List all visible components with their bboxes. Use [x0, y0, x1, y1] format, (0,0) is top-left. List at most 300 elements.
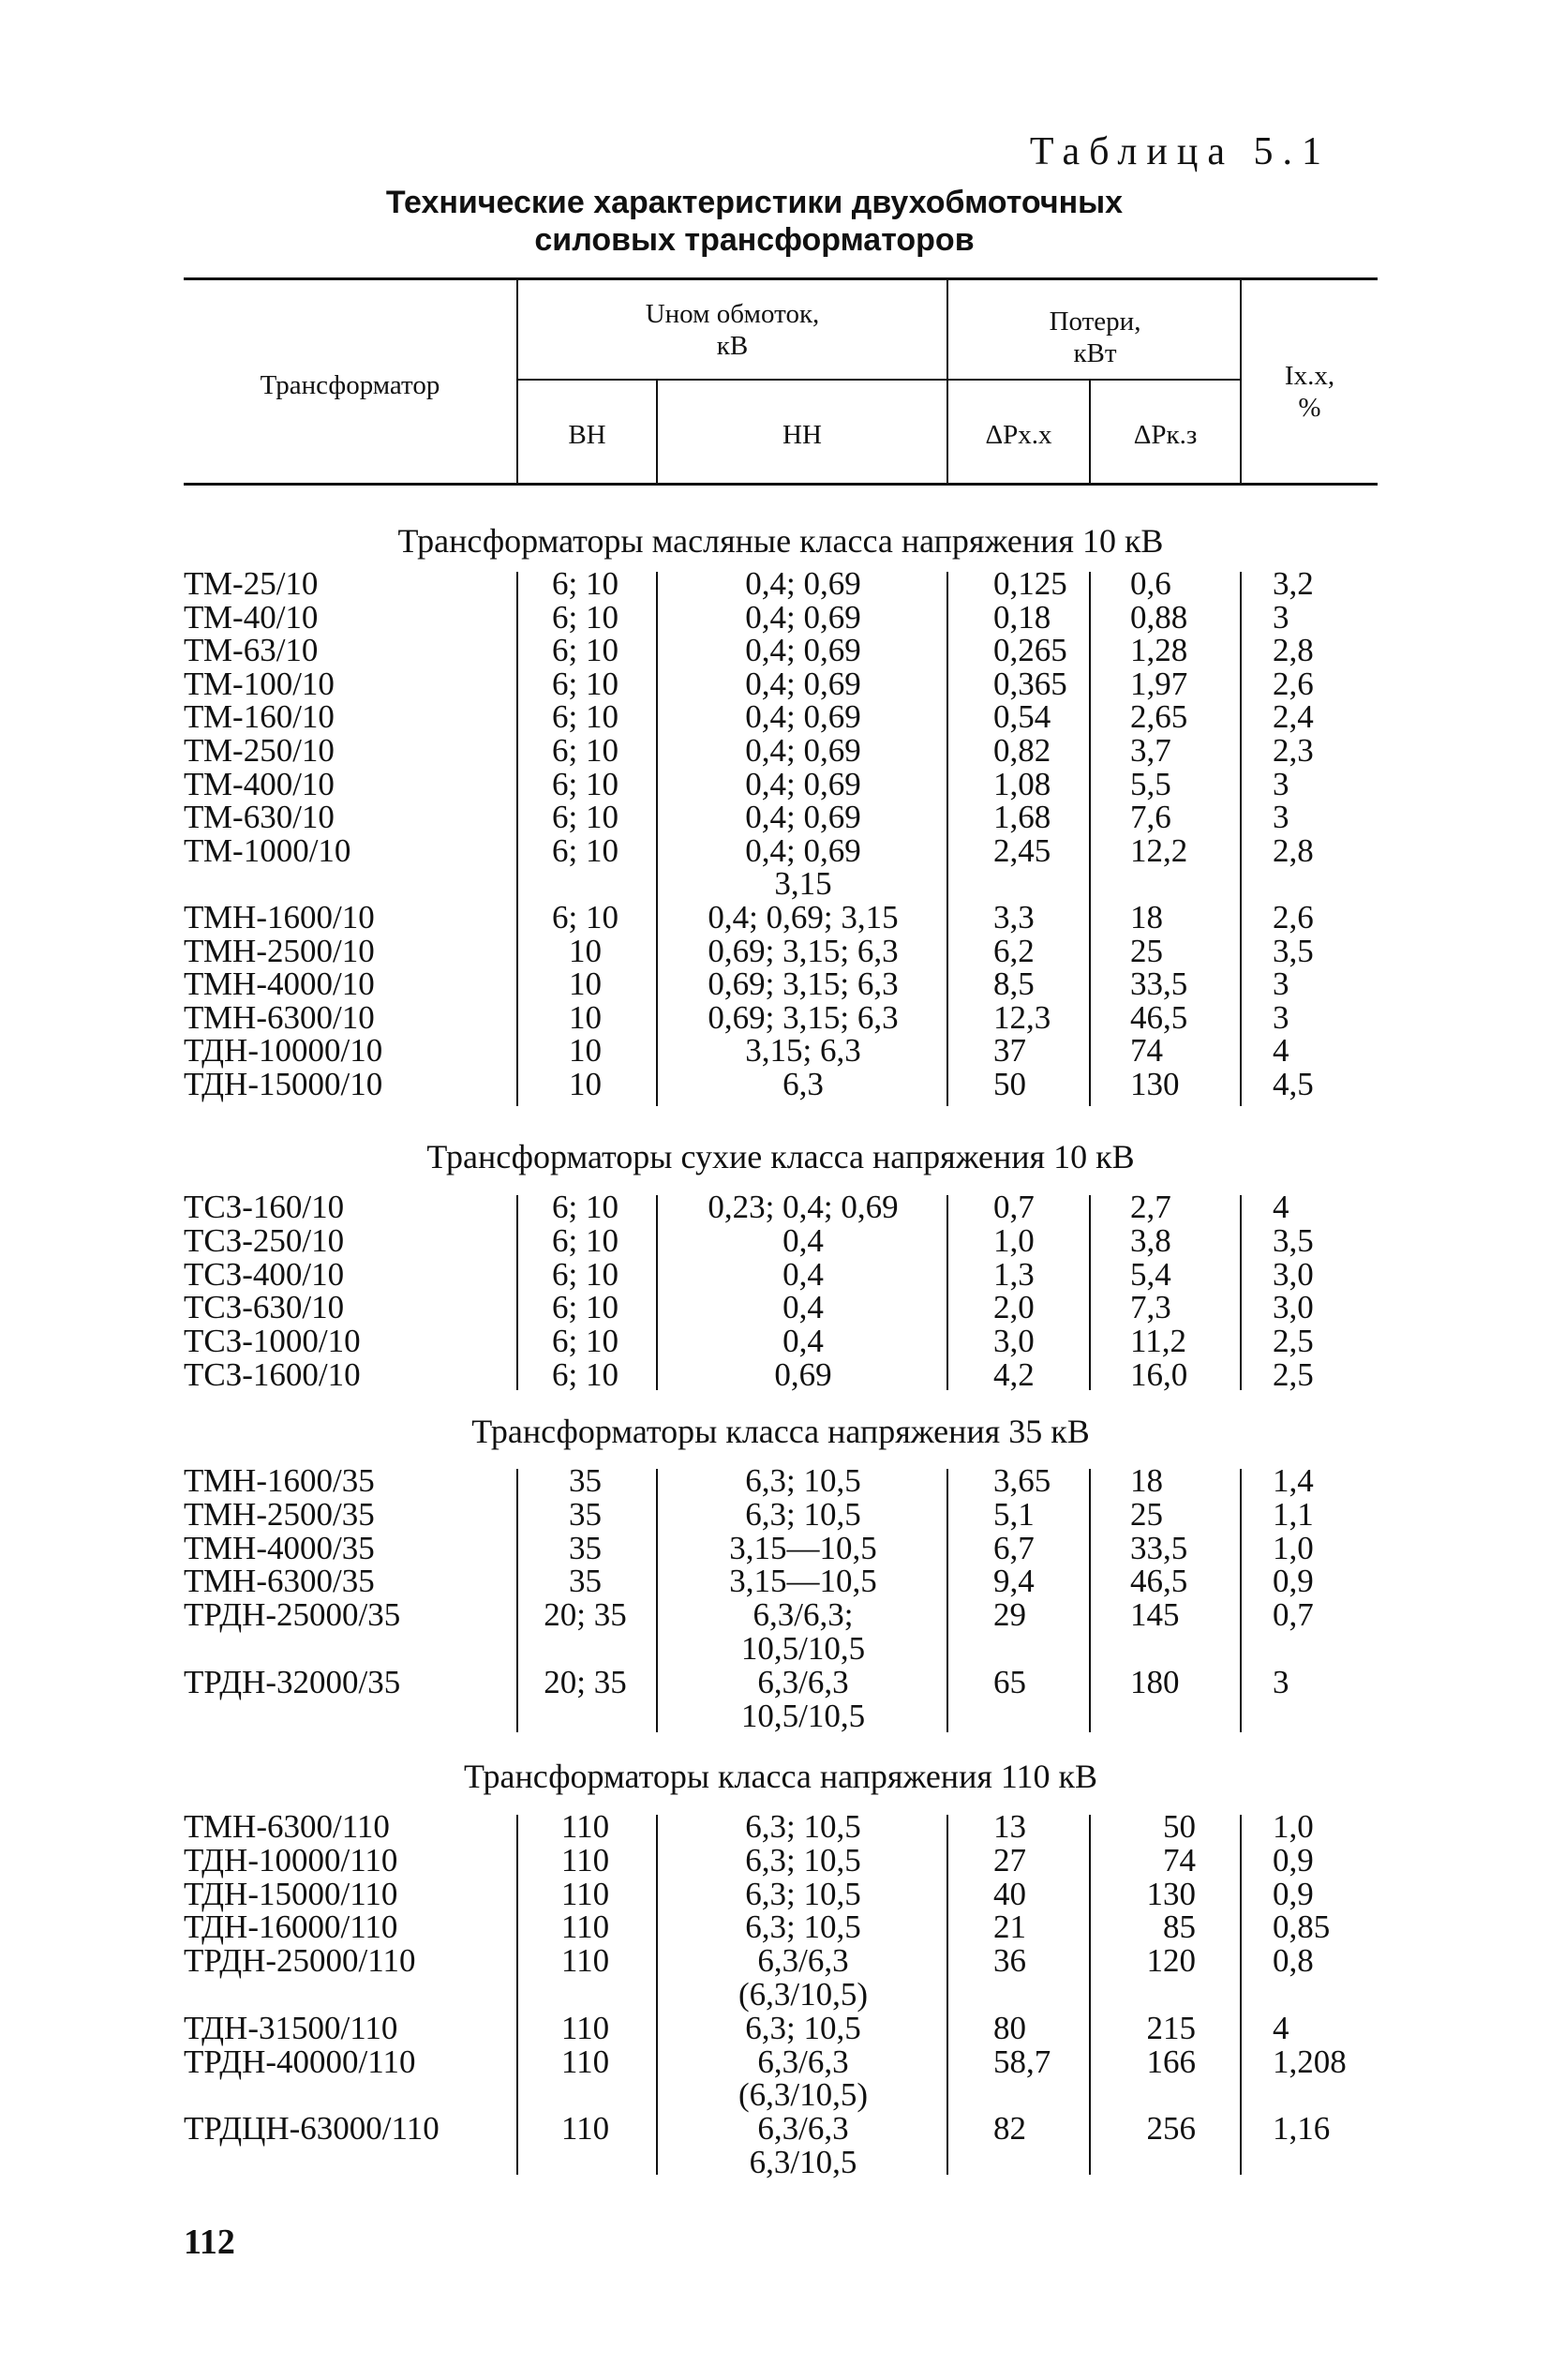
- cell-noload-loss: 8,5: [993, 965, 1035, 1003]
- section-110kv: Трансформаторы класса напряжения 110 кВ: [463, 1758, 1098, 1795]
- cell-voltage-hv: 10: [569, 998, 602, 1036]
- cell-shortcircuit-loss: 12,2: [1130, 831, 1188, 869]
- cell-voltage-hv: 6; 10: [552, 665, 619, 702]
- cell-noload-current: 2,6: [1273, 665, 1314, 702]
- cell-shortcircuit-loss: 1,97: [1130, 665, 1188, 702]
- cell-noload-loss: 0,54: [993, 698, 1051, 736]
- cell-transformer: ТМН-6300/110: [184, 1808, 390, 1845]
- cell-voltage-lv: 6,3: [782, 1066, 824, 1102]
- cell-noload-current: 3,2: [1273, 565, 1314, 602]
- header-ixx-label: Iх.х,: [1284, 361, 1335, 391]
- table-row: [0, 1358, 1550, 1392]
- header-bottom-rule: [184, 483, 1378, 486]
- cell-shortcircuit-loss: 120: [1146, 1942, 1196, 1980]
- cell-noload-current: 0,9: [1273, 1875, 1314, 1912]
- cell-noload-current: 2,8: [1273, 632, 1314, 669]
- header-losses: [948, 306, 1242, 369]
- cell-voltage-lv: 10,5/10,5: [740, 1630, 866, 1667]
- cell-noload-current: 2,5: [1273, 1356, 1314, 1393]
- cell-voltage-hv: 35: [569, 1529, 602, 1566]
- cell-noload-current: 2,6: [1273, 899, 1314, 936]
- header-unom: [518, 298, 946, 362]
- cell-voltage-hv: 6; 10: [552, 1221, 619, 1259]
- cell-noload-loss: 2,0: [993, 1289, 1035, 1326]
- cell-noload-loss: 3,0: [993, 1323, 1035, 1360]
- cell-shortcircuit-loss: 0,88: [1130, 598, 1188, 636]
- table-row: [0, 567, 1550, 601]
- cell-noload-current: 3: [1273, 965, 1289, 1003]
- cell-voltage-hv: 6; 10: [552, 1356, 619, 1393]
- cell-shortcircuit-loss: 2,7: [1130, 1189, 1171, 1225]
- cell-transformer: ТДН-15000/110: [184, 1875, 398, 1912]
- table-row: [0, 1564, 1550, 1598]
- cell-noload-loss: 2,45: [993, 831, 1051, 869]
- cell-shortcircuit-loss: 1,28: [1130, 632, 1188, 669]
- column-divider: [1240, 1815, 1242, 2175]
- cell-transformer: ТРДН-40000/110: [184, 2043, 416, 2080]
- header-unom-label: Uном обмоток,: [645, 299, 820, 329]
- cell-transformer: ТДН-10000/110: [184, 1841, 398, 1879]
- cell-transformer: ТСЗ-160/10: [184, 1189, 345, 1225]
- cell-noload-loss: 3,3: [993, 899, 1035, 936]
- table-row: [0, 998, 1550, 1036]
- cell-voltage-hv: 10: [569, 1032, 602, 1070]
- table-row: [0, 1034, 1550, 1068]
- cell-voltage-lv: 0,4; 0,69: [745, 799, 861, 836]
- cell-voltage-hv: 110: [560, 1908, 610, 1946]
- cell-noload-current: 0,8: [1273, 1942, 1314, 1980]
- cell-noload-loss: 6,2: [993, 932, 1035, 969]
- cell-voltage-lv: (6,3/10,5): [738, 1976, 869, 2013]
- header-losses-label: Потери,: [1049, 307, 1141, 337]
- cell-noload-current: 3: [1273, 998, 1289, 1036]
- table-row: [0, 667, 1550, 701]
- table-row: [0, 2146, 1550, 2179]
- cell-noload-current: 1,208: [1273, 2043, 1347, 2080]
- cell-voltage-hv: 10: [569, 965, 602, 1003]
- cell-noload-current: 2,5: [1273, 1323, 1314, 1360]
- table-row: [0, 1944, 1550, 1978]
- header-subdivider-voltage: [518, 379, 946, 381]
- cell-voltage-lv: 6,3/10,5: [749, 2144, 857, 2180]
- column-divider: [656, 1815, 658, 2175]
- cell-noload-loss: 0,7: [993, 1189, 1035, 1225]
- cell-noload-current: 1,0: [1273, 1808, 1314, 1845]
- table-row: [0, 1910, 1550, 1944]
- cell-noload-current: 4: [1273, 2009, 1289, 2046]
- header-subdivider-losses: [948, 379, 1242, 381]
- cell-noload-loss: 36: [993, 1942, 1026, 1980]
- cell-shortcircuit-loss: 33,5: [1130, 965, 1188, 1003]
- cell-noload-loss: 0,82: [993, 732, 1051, 769]
- table-row: [0, 1632, 1550, 1666]
- cell-voltage-lv: 6,3; 10,5: [745, 1808, 861, 1845]
- cell-voltage-lv: 0,4; 0,69: [745, 598, 861, 636]
- column-divider: [1240, 572, 1242, 1106]
- cell-voltage-lv: 6,3; 10,5: [745, 2009, 861, 2046]
- cell-shortcircuit-loss: 33,5: [1130, 1529, 1188, 1566]
- cell-shortcircuit-loss: 215: [1146, 2009, 1196, 2046]
- cell-transformer: ТДН-31500/110: [184, 2009, 398, 2046]
- cell-shortcircuit-loss: 11,2: [1130, 1323, 1186, 1360]
- cell-voltage-hv: 35: [569, 1563, 602, 1600]
- table-row: [0, 734, 1550, 768]
- cell-transformer: ТМ-1000/10: [184, 831, 351, 869]
- column-divider: [1089, 1815, 1091, 2175]
- cell-transformer: ТРДЦН-63000/110: [184, 2110, 440, 2148]
- cell-voltage-hv: 6; 10: [552, 1189, 619, 1225]
- column-divider: [1089, 1469, 1091, 1732]
- cell-shortcircuit-loss: 0,6: [1130, 565, 1171, 602]
- cell-voltage-lv: 3,15; 6,3: [745, 1032, 861, 1070]
- cell-noload-loss: 0,265: [993, 632, 1067, 669]
- cell-voltage-lv: 6,3; 10,5: [745, 1462, 861, 1499]
- cell-transformer: ТРДН-25000/110: [184, 1942, 416, 1980]
- cell-shortcircuit-loss: 130: [1146, 1875, 1196, 1912]
- cell-voltage-hv: 6; 10: [552, 1323, 619, 1360]
- cell-shortcircuit-loss: 74: [1130, 1032, 1163, 1070]
- table-row: [0, 801, 1550, 834]
- table-row: [0, 1663, 1550, 1700]
- cell-noload-current: 0,85: [1273, 1908, 1331, 1946]
- table-label: Таблица 5.1: [1029, 130, 1331, 173]
- table-row: [0, 1255, 1550, 1293]
- cell-noload-loss: 1,68: [993, 799, 1051, 836]
- cell-noload-current: 3: [1273, 799, 1289, 836]
- cell-voltage-lv: 6,3; 10,5: [745, 1908, 861, 1946]
- cell-voltage-hv: 6; 10: [552, 1255, 619, 1293]
- column-divider: [516, 1469, 518, 1732]
- cell-transformer: ТМН-6300/10: [184, 998, 375, 1036]
- cell-transformer: ТМН-1600/35: [184, 1462, 375, 1499]
- cell-voltage-lv: 3,15—10,5: [729, 1529, 877, 1566]
- cell-voltage-lv: 0,69: [774, 1356, 832, 1393]
- cell-shortcircuit-loss: 3,7: [1130, 732, 1171, 769]
- cell-noload-current: 1,1: [1273, 1495, 1314, 1533]
- cell-shortcircuit-loss: 7,3: [1130, 1289, 1171, 1326]
- cell-shortcircuit-loss: 166: [1146, 2043, 1196, 2080]
- column-divider: [946, 1469, 948, 1732]
- cell-voltage-hv: 6; 10: [552, 799, 619, 836]
- cell-shortcircuit-loss: 256: [1146, 2110, 1196, 2148]
- cell-noload-loss: 1,0: [993, 1221, 1035, 1259]
- cell-shortcircuit-loss: 5,4: [1130, 1255, 1171, 1293]
- cell-noload-loss: 27: [993, 1841, 1026, 1879]
- header-losses-unit: кВт: [1073, 338, 1117, 368]
- cell-noload-loss: 12,3: [993, 998, 1051, 1036]
- header-ixx: [1242, 360, 1378, 424]
- cell-shortcircuit-loss: 3,8: [1130, 1221, 1171, 1259]
- cell-transformer: ТМН-2500/10: [184, 932, 375, 969]
- cell-transformer: ТМН-6300/35: [184, 1563, 375, 1600]
- cell-voltage-lv: 3,15: [774, 865, 832, 903]
- cell-noload-loss: 0,18: [993, 598, 1051, 636]
- cell-voltage-hv: 110: [560, 1875, 610, 1912]
- table-row: [0, 1841, 1550, 1879]
- cell-voltage-hv: 6; 10: [552, 632, 619, 669]
- cell-voltage-hv: 6; 10: [552, 565, 619, 602]
- cell-transformer: ТСЗ-250/10: [184, 1221, 345, 1259]
- section-dry-10kv: Трансформаторы сухие класса напряжения 10 кВ: [426, 1138, 1135, 1175]
- cell-shortcircuit-loss: 74: [1163, 1841, 1196, 1879]
- table-row: [0, 1325, 1550, 1358]
- cell-transformer: ТМН-4000/35: [184, 1529, 375, 1566]
- cell-noload-loss: 5,1: [993, 1495, 1035, 1533]
- cell-voltage-hv: 35: [569, 1462, 602, 1499]
- cell-voltage-lv: 6,3/6,3: [757, 2110, 849, 2148]
- column-divider: [1240, 1195, 1242, 1390]
- cell-noload-loss: 0,125: [993, 565, 1067, 602]
- cell-voltage-hv: 6; 10: [552, 1289, 619, 1326]
- header-ixx-unit: %: [1298, 393, 1321, 423]
- cell-voltage-lv: 0,4; 0,69: [745, 831, 861, 869]
- table-row: [0, 1875, 1550, 1912]
- cell-shortcircuit-loss: 46,5: [1130, 998, 1188, 1036]
- cell-voltage-hv: 110: [560, 1942, 610, 1980]
- column-divider: [656, 1195, 658, 1390]
- column-divider: [516, 572, 518, 1106]
- table-row: [0, 1464, 1550, 1498]
- cell-voltage-lv: 6,3/6,3;: [753, 1596, 854, 1634]
- cell-shortcircuit-loss: 25: [1130, 932, 1163, 969]
- cell-voltage-hv: 6; 10: [552, 598, 619, 636]
- table-row: [0, 1495, 1550, 1533]
- cell-noload-current: 3,0: [1273, 1255, 1314, 1293]
- cell-transformer: ТСЗ-400/10: [184, 1255, 345, 1293]
- cell-transformer: ТМ-160/10: [184, 698, 335, 736]
- cell-voltage-lv: 0,4; 0,69: [745, 665, 861, 702]
- cell-noload-current: 2,4: [1273, 698, 1314, 736]
- header-top-rule: [184, 277, 1378, 280]
- table-row: [0, 1221, 1550, 1259]
- cell-noload-current: 4: [1273, 1032, 1289, 1070]
- column-divider: [1089, 572, 1091, 1106]
- cell-transformer: ТМН-4000/10: [184, 965, 375, 1003]
- cell-voltage-hv: 110: [560, 2110, 610, 2148]
- cell-shortcircuit-loss: 50: [1163, 1808, 1196, 1845]
- cell-voltage-lv: 0,4; 0,69: [745, 565, 861, 602]
- cell-noload-loss: 80: [993, 2009, 1026, 2046]
- column-divider: [946, 1815, 948, 2175]
- section-oil-10kv: Трансформаторы масляные класса напряжения 10 кВ: [397, 522, 1164, 560]
- table-row: [0, 1291, 1550, 1325]
- cell-transformer: ТМ-40/10: [184, 598, 319, 636]
- page-number: 112: [184, 2223, 235, 2262]
- cell-transformer: ТДН-16000/110: [184, 1908, 398, 1946]
- table-row: [0, 1810, 1550, 1844]
- cell-noload-loss: 9,4: [993, 1563, 1035, 1600]
- cell-shortcircuit-loss: 130: [1130, 1066, 1180, 1102]
- cell-shortcircuit-loss: 16,0: [1130, 1356, 1188, 1393]
- cell-noload-loss: 58,7: [993, 2043, 1051, 2080]
- cell-noload-current: 3,5: [1273, 1221, 1314, 1259]
- table-row: [0, 2045, 1550, 2079]
- cell-transformer: ТДН-15000/10: [184, 1066, 383, 1102]
- cell-noload-loss: 37: [993, 1032, 1026, 1070]
- cell-shortcircuit-loss: 25: [1130, 1495, 1163, 1533]
- cell-voltage-lv: 0,4; 0,69: [745, 732, 861, 769]
- cell-noload-current: 2,8: [1273, 831, 1314, 869]
- cell-voltage-lv: 0,4; 0,69: [745, 698, 861, 736]
- cell-voltage-lv: 6,3; 10,5: [745, 1875, 861, 1912]
- cell-voltage-lv: 0,69; 3,15; 6,3: [708, 965, 899, 1003]
- cell-voltage-lv: 6,3/6,3: [757, 1663, 849, 1700]
- table-row: [0, 1699, 1550, 1733]
- cell-noload-loss: 21: [993, 1908, 1026, 1946]
- cell-voltage-lv: 0,4; 0,69; 3,15: [708, 899, 899, 936]
- cell-transformer: ТМ-25/10: [184, 565, 319, 602]
- cell-noload-current: 1,4: [1273, 1462, 1314, 1499]
- cell-noload-current: 3,5: [1273, 932, 1314, 969]
- cell-voltage-hv: 10: [569, 1066, 602, 1102]
- table-row: [0, 1598, 1550, 1632]
- table-row: [0, 1529, 1550, 1566]
- cell-noload-loss: 1,3: [993, 1255, 1035, 1293]
- cell-noload-loss: 6,7: [993, 1529, 1035, 1566]
- cell-shortcircuit-loss: 18: [1130, 1462, 1163, 1499]
- column-divider: [946, 1195, 948, 1390]
- cell-transformer: ТСЗ-630/10: [184, 1289, 345, 1326]
- table-row: [0, 598, 1550, 636]
- cell-voltage-hv: 6; 10: [552, 831, 619, 869]
- cell-noload-loss: 1,08: [993, 765, 1051, 802]
- table-title-line-1: Технические характеристики двухобмоточных: [385, 185, 1124, 220]
- cell-shortcircuit-loss: 18: [1130, 899, 1163, 936]
- cell-noload-current: 4: [1273, 1189, 1289, 1225]
- cell-transformer: ТМН-1600/10: [184, 899, 375, 936]
- cell-voltage-lv: 0,4; 0,69: [745, 765, 861, 802]
- cell-noload-current: 1,16: [1273, 2110, 1331, 2148]
- cell-transformer: ТМ-63/10: [184, 632, 319, 669]
- cell-noload-current: 3: [1273, 598, 1289, 636]
- cell-shortcircuit-loss: 7,6: [1130, 799, 1171, 836]
- header-dpkz: ΔPк.з: [1133, 420, 1198, 450]
- cell-voltage-lv: 0,4: [782, 1323, 824, 1360]
- cell-voltage-lv: 0,4: [782, 1221, 824, 1259]
- cell-voltage-lv: 0,4; 0,69: [745, 632, 861, 669]
- table-row: [0, 765, 1550, 802]
- cell-shortcircuit-loss: 46,5: [1130, 1563, 1188, 1600]
- cell-noload-current: 0,9: [1273, 1841, 1314, 1879]
- cell-voltage-lv: 6,3/6,3: [757, 2043, 849, 2080]
- cell-voltage-hv: 110: [560, 1808, 610, 1845]
- cell-noload-loss: 4,2: [993, 1356, 1035, 1393]
- cell-noload-current: 3: [1273, 1663, 1289, 1700]
- cell-voltage-lv: 6,3/6,3: [757, 1942, 849, 1980]
- cell-noload-current: 0,9: [1273, 1563, 1314, 1600]
- cell-voltage-lv: 0,23; 0,4; 0,69: [708, 1189, 899, 1225]
- cell-noload-current: 0,7: [1273, 1596, 1314, 1634]
- section-35kv: Трансформаторы класса напряжения 35 кВ: [471, 1413, 1090, 1450]
- header-nn: НН: [782, 420, 822, 450]
- table-row: [0, 2078, 1550, 2112]
- cell-transformer: ТМН-2500/35: [184, 1495, 375, 1533]
- cell-voltage-hv: 6; 10: [552, 765, 619, 802]
- table-row: [0, 2112, 1550, 2146]
- header-dpxx: ΔPх.х: [985, 420, 1052, 450]
- cell-noload-loss: 3,65: [993, 1462, 1051, 1499]
- header-transformer: Трансформатор: [260, 370, 440, 400]
- cell-noload-current: 3,0: [1273, 1289, 1314, 1326]
- column-divider: [1089, 1195, 1091, 1390]
- cell-transformer: ТСЗ-1600/10: [184, 1356, 361, 1393]
- table-row: [0, 1068, 1550, 1101]
- cell-voltage-hv: 110: [560, 1841, 610, 1879]
- cell-noload-loss: 65: [993, 1663, 1026, 1700]
- cell-voltage-lv: 0,4: [782, 1289, 824, 1326]
- column-divider: [516, 1195, 518, 1390]
- cell-voltage-lv: 0,4: [782, 1255, 824, 1293]
- table-row: [0, 700, 1550, 734]
- cell-transformer: ТРДН-32000/35: [184, 1663, 401, 1700]
- column-divider: [656, 1469, 658, 1732]
- cell-voltage-hv: 20; 35: [544, 1663, 627, 1700]
- cell-transformer: ТРДН-25000/35: [184, 1596, 401, 1634]
- cell-voltage-lv: 3,15—10,5: [729, 1563, 877, 1600]
- table-row: [0, 967, 1550, 1001]
- cell-shortcircuit-loss: 5,5: [1130, 765, 1171, 802]
- cell-voltage-hv: 20; 35: [544, 1596, 627, 1634]
- table-row: [0, 634, 1550, 667]
- cell-noload-current: 2,3: [1273, 732, 1314, 769]
- cell-noload-loss: 40: [993, 1875, 1026, 1912]
- cell-voltage-hv: 6; 10: [552, 899, 619, 936]
- cell-transformer: ТМ-250/10: [184, 732, 335, 769]
- column-divider: [656, 572, 658, 1106]
- table-row: [0, 1190, 1550, 1224]
- cell-voltage-lv: 6,3; 10,5: [745, 1495, 861, 1533]
- cell-noload-current: 3: [1273, 765, 1289, 802]
- cell-voltage-lv: 0,69; 3,15; 6,3: [708, 998, 899, 1036]
- table-row: [0, 901, 1550, 935]
- header-unom-unit: кВ: [716, 331, 749, 361]
- cell-transformer: ТДН-10000/10: [184, 1032, 383, 1070]
- cell-transformer: ТМ-100/10: [184, 665, 335, 702]
- table-row: [0, 2009, 1550, 2046]
- cell-voltage-lv: (6,3/10,5): [738, 2076, 869, 2114]
- cell-voltage-lv: 10,5/10,5: [740, 1697, 866, 1734]
- cell-shortcircuit-loss: 145: [1130, 1596, 1180, 1634]
- cell-voltage-lv: 0,69; 3,15; 6,3: [708, 932, 899, 969]
- column-divider: [946, 572, 948, 1106]
- cell-noload-loss: 50: [993, 1066, 1026, 1102]
- table-title-line-2: силовых трансформаторов: [534, 222, 975, 258]
- table-title: [356, 184, 1153, 259]
- cell-voltage-lv: 6,3; 10,5: [745, 1841, 861, 1879]
- cell-voltage-hv: 6; 10: [552, 698, 619, 736]
- header-vn: ВН: [568, 420, 606, 450]
- cell-transformer: ТМ-630/10: [184, 799, 335, 836]
- cell-noload-loss: 0,365: [993, 665, 1067, 702]
- cell-transformer: ТМ-400/10: [184, 765, 335, 802]
- cell-noload-loss: 29: [993, 1596, 1026, 1634]
- cell-shortcircuit-loss: 180: [1130, 1663, 1180, 1700]
- cell-noload-loss: 82: [993, 2110, 1026, 2148]
- column-divider: [516, 1815, 518, 2175]
- cell-voltage-hv: 35: [569, 1495, 602, 1533]
- cell-shortcircuit-loss: 2,65: [1130, 698, 1188, 736]
- cell-voltage-hv: 6; 10: [552, 732, 619, 769]
- cell-voltage-hv: 10: [569, 932, 602, 969]
- cell-noload-loss: 13: [993, 1808, 1026, 1845]
- cell-noload-current: 4,5: [1273, 1066, 1314, 1102]
- cell-transformer: ТСЗ-1000/10: [184, 1323, 361, 1360]
- cell-voltage-hv: 110: [560, 2043, 610, 2080]
- table-row: [0, 1978, 1550, 2012]
- column-divider: [1240, 1469, 1242, 1732]
- table-row: [0, 932, 1550, 969]
- cell-noload-current: 1,0: [1273, 1529, 1314, 1566]
